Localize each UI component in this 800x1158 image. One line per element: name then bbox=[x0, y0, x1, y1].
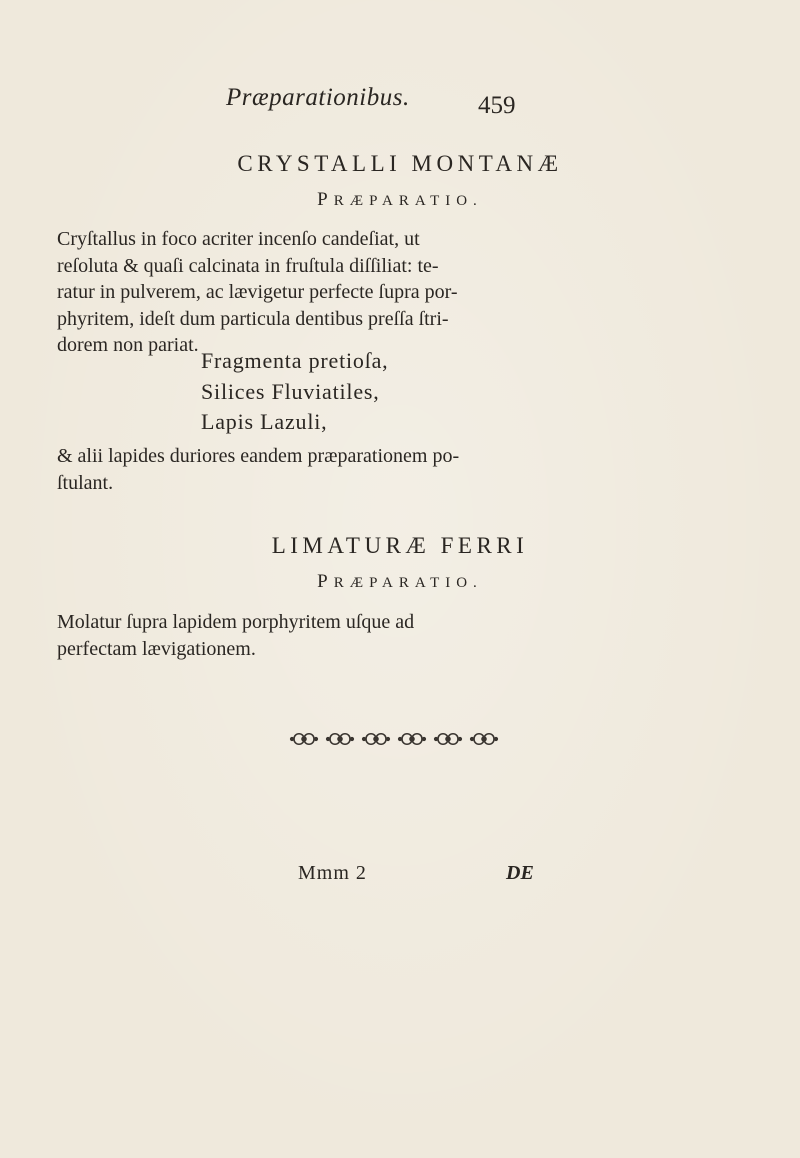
paragraph-closing bbox=[57, 443, 567, 496]
list-item: Silices Fluviatiles, bbox=[201, 378, 380, 404]
section-heading-crystalli: CRYSTALLI MONTANÆ bbox=[237, 151, 563, 176]
fleuron-icon bbox=[327, 734, 354, 745]
subheading-initial: P bbox=[317, 571, 334, 592]
section-subheading-praeparatio-2 bbox=[0, 571, 800, 593]
fleuron-icon bbox=[435, 734, 462, 745]
paragraph-limaturae bbox=[57, 609, 567, 662]
page-number: 459 bbox=[478, 92, 516, 119]
text-line: Cryſtallus in foco acriter incenſo candeſiat, ut bbox=[57, 228, 420, 250]
subheading-rest: RÆPARATIO. bbox=[333, 575, 483, 591]
text-line: perfectam lævigationem. bbox=[57, 637, 256, 660]
list-item: Lapis Lazuli, bbox=[201, 409, 328, 434]
fleuron-row-icon bbox=[0, 727, 800, 756]
text-line: phyritem, ideſt dum particula dentibus preſſa ſtri- bbox=[57, 307, 449, 330]
subheading-initial: P bbox=[317, 189, 334, 210]
fleuron-icon bbox=[363, 734, 390, 745]
text-line: & alii lapides duriores eandem præparationem po- bbox=[57, 445, 460, 467]
running-title: Præparationibus. bbox=[226, 84, 410, 111]
section-subheading-praeparatio-1 bbox=[0, 189, 800, 211]
text-line: Molatur ſupra lapidem porphyritem uſque ad bbox=[57, 611, 415, 633]
catchword: DE bbox=[506, 862, 534, 884]
section-heading-limaturae: LIMATURÆ FERRI bbox=[271, 533, 529, 558]
fleuron-icon bbox=[471, 734, 498, 745]
paragraph-crystalli bbox=[57, 226, 567, 359]
text-line: reſoluta & quaſi calcinata in fruſtula diſſiliat: te- bbox=[57, 254, 439, 277]
list-item: Fragmenta pretioſa, bbox=[201, 348, 389, 373]
fleuron-icon bbox=[399, 734, 426, 745]
stone-list bbox=[201, 346, 388, 438]
signature-mark: Mmm 2 bbox=[298, 862, 367, 884]
text-line: ſtulant. bbox=[57, 471, 114, 494]
fleuron-row-svg bbox=[280, 727, 520, 751]
fleuron-icon bbox=[291, 734, 318, 745]
subheading-rest: RÆPARATIO. bbox=[333, 193, 483, 209]
text-line: ratur in pulverem, ac lævigetur perfecte ſupra por- bbox=[57, 281, 458, 303]
text-line: dorem non pariat. bbox=[57, 334, 199, 356]
